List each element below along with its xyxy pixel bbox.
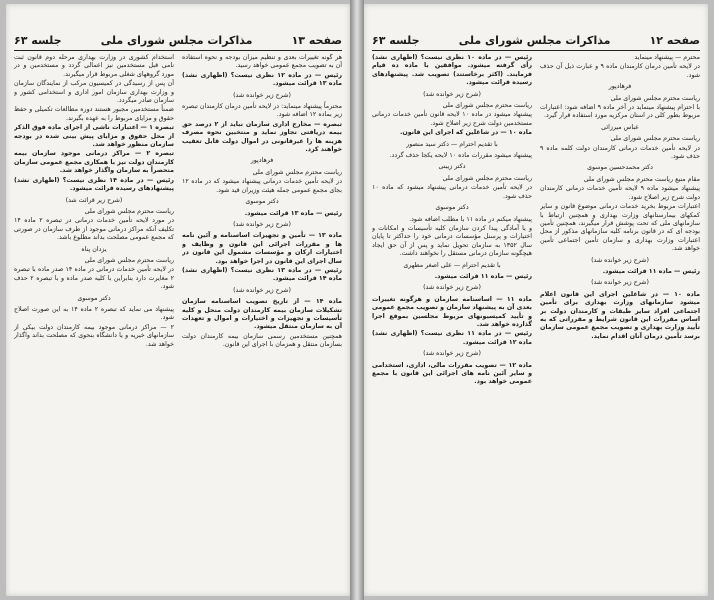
- left-page-number: صفحه ۱۳: [291, 33, 342, 47]
- paragraph: پیشنهاد میشود ماده ۹ لایحه تأمین خدمات درمانی کارمندان دولت شرح زیر اصلاح شود.: [540, 185, 700, 201]
- paragraph: در مورد لایحه تأمین خدمات درمانی در تبصره ۲ ماده ۱۴ تکلیف آنکه مراکز درمانی موجود از طرف سازمان در صورتی که مجمع عمومی مصلحت بداند مطلوع باشد.: [14, 217, 174, 242]
- paragraph: دکتر موسوی: [245, 198, 279, 206]
- paragraph: دکتر زیبنی: [438, 163, 466, 171]
- right-page: [364, 4, 708, 596]
- paragraph: در لایحه تأمین خدمات درمانی کارمندان دولت کلمه ماده ۹ حذف شود.: [540, 144, 700, 161]
- paragraph: اعتبارات مربوط بخرید خدمات درمانی موضوع قانون و سایر کمکهای بیمارستانهای وزارت بهداری و همچنین ارتباط با سازمانهای ملی که تحت پوشش قرار میگیرند، همچنین تأمین بودجه ای که در قانون برنامه کلیه سازمانهای مذکور از محل اعتبارات وزارت بهداری و سازمان تأمین اجتماعی تأمین خواهد شد.: [540, 203, 700, 253]
- paragraph: ماده ۱۰ — در شاغلین اجرای این قانون اعلام میشود سازمانهای وزارت بهداری برای تأمین اجتماعی افراد سایر طبقات و کارمندان دولت بر اساس مقررات این قانون شرایط و مقرراتی که به تأیید وزارت بهداری و تصویب مجمع عمومی سازمان برسد تأمین درمان آنان اقدام نماید.: [540, 290, 700, 340]
- paragraph: هر گونه تغییرات بعدی و تنظیم میزان بودجه و نحوه استفاده آن به تصویب مجمع عمومی خواهد رسید.: [182, 54, 342, 70]
- left-page-columns: [14, 54, 342, 590]
- paragraph: (شرح زیر خوانده شد): [423, 90, 481, 98]
- paragraph: ماده ۱۴ — از تاریخ تصویب اساسنامه سازمان تشکیلات سازمان بیمه کارمندان دولت منحل و کلیه تأسیسات و تجهیزات و اختیارات و اموال و تعهدات آن به سازمان منتقل میشود.: [182, 298, 342, 331]
- paragraph: تبصره ۱ — اعتبارات ناشی از اجرای ماده فوق الذکر از محل حقوق و مزایای پیش بینی شده در بودجه سازمان منظور خواهد شد.: [14, 124, 174, 149]
- paragraph: ریاست محترم مجلس شورای ملی: [610, 94, 700, 102]
- book-gutter: [350, 0, 364, 600]
- paragraph: (شرح زیر خوانده شد): [423, 284, 481, 292]
- paragraph: ماده ۱۰ — در شاغلین که اجرای این قانون.: [399, 129, 532, 137]
- paragraph: پیشنهاد میشود مقررات ماده ۱۰ لایحه یکجا حذف گردد.: [389, 152, 532, 160]
- right-page-header: [372, 30, 700, 51]
- right-page-column-right: [540, 54, 700, 590]
- paragraph: با احترام پیشنهاد مینماید در آخر ماده ۹ اضافه شود: اعتبارات مربوط بطور کلی در استان مرکزیه مورد استفاده قرار گیرد.: [540, 104, 700, 120]
- left-page-header: [14, 30, 342, 51]
- paragraph: ماده ۱۱ — اساسنامه سازمان و هرگونه تغییرات بعدی آن به پیشنهاد سازمان و تصویب مجمع عمومی و تأیید کمیسیونهای مربوط مجلسین بموقع اجرا گذارده خواهد شد.: [372, 295, 532, 328]
- paragraph: فرهادپور: [608, 83, 632, 91]
- paragraph: ریاست محترم مجلس شورای ملی: [84, 256, 174, 264]
- paragraph: عباس میرزائی: [601, 123, 639, 131]
- paragraph: دکتر محمدحسین موسوی: [587, 164, 653, 172]
- left-page-session: جلسه ۶۳: [14, 33, 62, 47]
- paragraph: پیشنهاد می نماید که تبصره ۲ ماده ۱۴ به این صورت اصلاح شود.: [14, 305, 174, 322]
- paragraph: با تقدیم احترام — علی اصغر مطهری: [403, 261, 501, 269]
- right-page-number: صفحه ۱۲: [649, 33, 700, 47]
- paragraph: در لایحه تأمین خدمات درمانی در ماده ۱۴ صدر ماده با تبصره ۲ مغایرت دارد بنابراین با کلیه صدر ماده و با تبصره ۲ حذف شود.: [14, 266, 174, 291]
- right-page-title: مذاکرات مجلس شورای ملی: [458, 33, 611, 47]
- paragraph: رئیس — ماده ۱۱ قرائت میشود.: [434, 272, 532, 280]
- paragraph: استخدام کشوری در وزارت بهداری مرحله دوم قانون ثبت نامی قبل مستخدمین نیز اعمالی گردد و مستخدمین و در مورد گروههای شغلی مربوط قرار میگیرند.: [14, 54, 174, 78]
- paragraph: ریاست محترم مجلس شورای ملی: [84, 207, 174, 215]
- left-page-column-right: [182, 54, 342, 590]
- paragraph: ریاست محترم مجلس شورای ملی: [610, 135, 700, 143]
- paragraph: (شرح زیر خوانده شد): [233, 91, 291, 99]
- right-page-session: جلسه ۶۳: [372, 33, 420, 47]
- left-page-column-left: [14, 54, 174, 590]
- paragraph: ۲ — مراکز درمانی موجود بیمه کارمندان دولت بیکی از سازمانهای خیریه و یا دانشگاه بنحوی که مصلحت بداند واگذار خواهد شد.: [14, 323, 174, 348]
- paragraph: یزدان پناه: [81, 245, 107, 253]
- paragraph: رئیس — در ماده ۱۱ نظری نیست؟ (اظهاری نشد) ماده ۱۲ قرائت میشود.: [372, 330, 532, 346]
- paragraph: ریاست محترم مجلس شورای ملی: [442, 174, 532, 182]
- paragraph: آن پس از رسیدگی در کمیسیون مرکب از نمایندگان سازمان و وزارت بهداری سازمان امور اداری و استخدامی کشور و سازمان صادر میگردد.: [14, 80, 174, 105]
- paragraph: تبصره ۲ — مراکز درمانی موجود سازمان بیمه کارمندان دولت نیز با همکاری مجمع عمومی سازمان منحصراً به سازمان واگذار خواهد شد.: [14, 150, 174, 175]
- paragraph: رئیس — ماده ۱۳ قرائت میشود.: [244, 209, 342, 217]
- paragraph: در لایحه تأمین خدمات درمانی پیشنهاد میشود که ماده ۱۰ حذف شود.: [372, 184, 532, 200]
- paragraph: رئیس — در ماده ۱۲ نظری نیست؟ (اظهاری نشد) ماده ۱۳ قرائت میشود.: [182, 71, 342, 88]
- paragraph: (شرح زیر خوانده شد): [423, 350, 481, 358]
- paragraph: ضمناً مستخدمین مجبور هستند دوره مطالعات تکمیلی و حفظ حقوق و مزایای مربوط را به عهده بگیرند.: [14, 106, 174, 122]
- paragraph: (شرح زیر خوانده شد): [233, 220, 291, 228]
- paragraph: در لایحه تأمین خدمات درمانی پیشنهاد میشود که در ماده ۱۲ بجای مجمع عمومی جمله هیئت وزیران قید شود.: [182, 178, 342, 194]
- right-page-columns: [372, 54, 700, 590]
- paragraph: دکتر موسوی: [77, 294, 111, 302]
- paragraph: ماده ۱۲ — تصویب مقررات مالی، اداری، استخدامی و سایر آئین نامه های اجرائی این قانون با مجمع عمومی خواهد بود.: [372, 361, 532, 386]
- paragraph: فرهادپور: [250, 157, 274, 165]
- paragraph: همچنین مستخدمین رسمی سازمان بیمه کارمندان دولت بسازمان منتقل و همزمان با اجرای این قانون.: [182, 332, 342, 349]
- left-page: [6, 4, 350, 596]
- paragraph: محترم — پیشنهاد مینماید: [634, 54, 700, 61]
- paragraph: (شرح زیر قرائت شد): [65, 196, 123, 204]
- paragraph: مقام منیع ریاست محترم مجلس شورای ملی: [583, 175, 700, 183]
- paragraph: با تقدیم احترام — دکتر سید منصور: [406, 140, 498, 148]
- paragraph: پیشنهاد میکنم در ماده ۱۱ با مطلب اضافه شود.: [409, 215, 532, 223]
- paragraph: در لایحه تأمین درمان کارمندان ماده ۹ و عبارت ذیل آن حذف شود.: [540, 63, 700, 79]
- paragraph: ماده ۱۳ — تأمین و تجهیزات اساسنامه و آئین نامه ها و مقررات اجرائی این قانون و وظایف و اختیارات ارکان و مؤسسات مشمول این قانون در سال اجرای این قانون در اجرا خواهد بود.: [182, 232, 342, 265]
- paragraph: ریاست محترم مجلس شورای ملی: [442, 102, 532, 110]
- paragraph: رئیس — در ماده ۱۰ نظری نیست؟ (اظهاری نشد) رأی گرفته میشود. موافقین با ماده ده قیام فرمایند. (اکثر برخاستند) تصویب شد. پیشنهادهای رسیده قرائت میشود.: [372, 54, 532, 87]
- right-page-column-left: [372, 54, 532, 590]
- paragraph: رئیس — ماده ۱۱ قرائت میشود.: [602, 267, 700, 275]
- paragraph: (شرح زیر خوانده شد): [591, 279, 649, 287]
- paragraph: رئیس — در ماده ۱۴ نظری نیست؟ (اظهاری نشد) پیشنهادهای رسیده قرائت میشود.: [14, 176, 174, 193]
- paragraph: تبصره — مخارج اداری سازمان نباید از ۲ درصد حق بیمه دریافتی تجاوز نماید و منتخبین نحوه مصرف هزینه ها را غیرقانونی در اموال دولت قابل تعقیب خواهند کرد.: [182, 120, 342, 154]
- paragraph: (شرح زیر خوانده شد): [233, 286, 291, 294]
- paragraph: رئیس — در ماده ۱۳ نظری نیست؟ (اظهاری نشد) ماده ۱۴ قرائت میشود.: [182, 266, 342, 283]
- paragraph: (شرح زیر خوانده شد): [591, 256, 649, 264]
- paragraph: و یا آمادگی پیدا کردن سازمان کلیه تأسیسات و امکانات و اختیارات و پرسنل مؤسسات درمانی خود را حداکثر تا پایان سال ۱۳۵۲ به سازمان تحویل نماید و پس از آن حق ایجاد هیچگونه سازمان درمانی مستقل را نخواهند داشت.: [372, 224, 532, 258]
- paragraph: دکتر موسوی: [435, 204, 469, 212]
- paragraph: محترماً پیشنهاد مینماید: در لایحه تأمین درمان کارمندان تبصره زیر بماده ۱۲ اضافه شود.: [182, 103, 342, 119]
- paragraph: ریاست محترم مجلس شورای ملی: [252, 168, 342, 176]
- paragraph: پیشنهاد میشود در ماده ۱۰ لایحه قانون تأمین خدمات درمانی مستخدمین دولت شرح زیر اصلاح شود.: [372, 111, 532, 127]
- left-page-title: مذاکرات مجلس شورای ملی: [100, 33, 253, 47]
